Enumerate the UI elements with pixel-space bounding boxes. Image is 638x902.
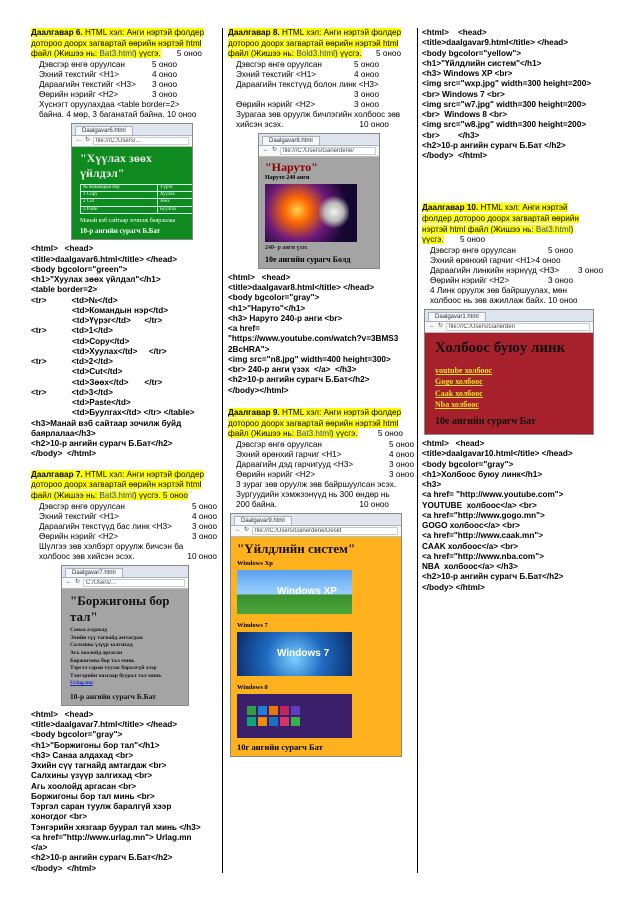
back-icon: ← [235,527,241,534]
rendered-h1: "Наруто" [265,159,318,174]
requirement-row: Дараагийн дэд гарчигууд <H3> 3 оноо [236,459,414,469]
rendered-h1: "Боржигоны бор тал" [70,592,170,624]
requirement-row: Эхний өрөнхий гарчиг <H1> 4 оноо [236,449,414,459]
rendered-link[interactable]: Nba холбоос [435,399,479,409]
browser-tab: Daalgavar1.html [428,312,486,321]
rendered-h2: 10-р ангийн сурагч Б.Бат [70,691,156,701]
code-line: Агь хоолойд аргасан <br> [31,781,137,791]
code-line: хоногдог <br> [31,812,88,822]
code-line: <td>Хуулах</td> </tr> [31,346,167,356]
requirement-row: Дараагийн линкийн нэрнүүд <H3> 3 оноо [430,265,603,275]
code-line: <a href="http://www.caak.mn"> [422,531,543,541]
requirement-note: байна. 4 мөр, 3 баганатай байна. 10 оноо [39,109,197,119]
requirement-note: холбоос зөв хийсэн эсэх. 10 оноо [39,551,217,561]
requirement-row: Дэвсгэр өнгө оруулсан 5 оноо [236,439,414,449]
task-8 [228,28,418,396]
requirement-note: холбоос нь зөв ажиллаж байх. 10 оноо [430,295,578,305]
code-line: <br> Windows 7 <br> [422,89,505,99]
rendered-h2: 10г ангийн сурагч Бат [237,741,323,752]
back-icon: ← [263,147,269,154]
code-line: <img src="w8.jpg" width=300 height=200> [422,120,587,130]
start-tile [291,706,300,715]
rendered-poem: Санаа алдахад Эхийн сүү тагнайд амтагдаж Салхины үзүүр залгихад Агь хоолойд аргасан Боржигоны бор тал минь Тэргэл саран туулж баралгүй хээр Тэнгэрийн хязгаар буурал тал минь Urlag.mn [70,627,180,687]
code-line: <a href="http://www.nba.com"> [422,551,544,561]
requirement-row: 3 оноо [353,89,379,99]
code-line: <html> <head> [422,439,485,449]
code-line: </a> [31,843,48,853]
gray-page-render [62,589,188,705]
code-line: Боржигоны бор тал минь <br> [31,791,155,801]
code-line: <br> </h3> [422,130,480,140]
code-line: "https://www.youtube.com/watch?v=3BMS3 [228,334,399,344]
column-1 [31,28,221,877]
code-line: <body bgcolor="gray"> [31,730,123,740]
column-divider-1 [222,28,223,873]
start-tile [247,717,256,726]
browser-screenshot-task-10 [424,309,594,435]
refresh-icon: ↻ [272,147,278,154]
task-9 [228,408,418,757]
rendered-link[interactable]: youtube холбоос [435,366,493,376]
code-line: Тэнгэрийн хязгаар буурал тал минь </h3> [31,822,201,832]
start-tile [269,717,278,726]
code-listing-task-6 [31,244,221,459]
code-line: <td>Cut</td> [31,367,123,377]
code-line: <img src="w7.jpg" width=300 height=200> [422,99,587,109]
address-bar: C:/Users/... [83,579,185,587]
requirement-row: Эхний текстийг <H1> 4 оноо [39,69,177,79]
code-listing-task-9 [422,28,607,161]
code-line: <h2>10-р ангийн сурагч Б.Бат</h2> [422,572,564,582]
browser-screenshot-task-7 [61,565,189,706]
code-line: Эхийн сүү тагнайд амтагдаж <br> [31,761,167,771]
requirement-row: Дэвсгэр өнгө оруулсан 5 оноо [39,501,217,511]
task-10 [422,203,607,593]
code-line: YOUTUBE холбоос</a> <br> [422,500,537,510]
code-line: <html> <head> [31,244,94,254]
task-10-heading: Даалгавар 10. HTML хэл: Анги нэртэй фолдер дотороо доорх загвартай өөрийн нэртэй html файл (Жишээ нь: Bat3.html) үүсгэ. 5 оноо [422,203,579,245]
browser-tab: Daalgavar9.html [234,516,292,525]
code-line: <body bgcolor="gray"> [228,293,320,303]
code-line: <tr> <td>№</td> [31,295,118,305]
task-6-heading: Даалгавар 6. HTML хэл: Анги нэртэй фолдер дотороо доорх загвартай өөрийн нэртэй html файл (Жишээ нь: Bat3.html) үүсгэ. 5 оноо [31,28,205,59]
requirement-note: Хүснэгт оруулахдаа <table border=2> [39,99,180,109]
code-line: <h3> Санаа алдахад <br> [31,750,134,760]
task-6 [31,28,221,460]
code-line: <img src="n8.jpg" width=400 height=300> [228,354,391,364]
rendered-link[interactable]: Urlag.mn [70,680,93,687]
rendered-h2: 10е ангийн сурагч Болд [265,255,351,265]
code-line: <h3> Windows XP <br> [422,69,513,78]
naruto-page-render [259,157,379,268]
code-line: <td>Paste</td> [31,398,131,408]
requirement-note: 4 Линк оруулж зөв байршуулах, мөн [430,285,568,295]
requirement-row: Дэвсгэр өнгө оруулсан 5 оноо [236,59,379,69]
code-line: 2BcHRA"> [228,344,270,354]
code-line: <br> 240-р анги үзэх </a> </h3> [228,365,357,375]
address-bar: file:///C:/Users/Ganerdene/ [280,147,376,155]
code-line: <h1>"Үйлдлийн систем"</h1> [422,58,542,68]
start-tile [280,706,289,715]
requirement-row: Дараагийн текстүүд болон линк <H3> [236,79,379,89]
task-7-requirements [39,502,221,562]
code-line: <h1>Холбоос буюу линк</h1> [422,469,543,479]
code-line: <html> <head> [31,709,94,719]
windows-8-image [237,694,352,738]
code-line: <td>Командын нэр</td> [31,305,169,315]
naruto-image[interactable] [265,184,357,242]
requirement-row: Дараагийн текстийг <H3> 3 оноо [39,79,177,89]
code-line: <h2>10-р ангийн сурагч Б.Бат</h2> [228,375,370,385]
requirement-note: хийсэн эсэх. 10 оноо [236,119,389,129]
start-tile [247,706,256,715]
code-line: <a href="http://www.gogo.mn"> [422,510,545,520]
rendered-h2: 10е ангийн сурагч Бат [435,415,536,427]
column-3 [422,28,607,596]
code-listing-task-8 [228,273,418,396]
code-line: <table border=2> [31,285,98,295]
requirement-row: Эхний текстийг <H1> 4 оноо [236,69,379,79]
browser-tab: Daalgavar6.html [75,126,133,135]
rendered-link-list [435,365,583,410]
code-line: <tr> <td>2</td> [31,357,113,367]
task-8-heading: Даалгавар 8. HTML хэл: Анги нэртэй фолдер дотороо доорх загвартай өөрийн нэртэй html файл (Жишээ нь: Bold3.html) үүсгэ. 5 оноо [228,28,402,59]
green-page-render [72,147,192,239]
red-page-render [425,333,593,434]
refresh-icon: ↻ [438,323,444,330]
task-6-requirements [39,60,221,120]
code-line: <a href="http://www.urlag.mn"> Urlag.mn [31,832,192,842]
start-tile [258,717,267,726]
task-7-heading: Даалгавар 7. HTML хэл: Анги нэртэй фолдер дотороо доорх загвартай өөрийн нэртэй html файл (Жишээ нь: Bat3.html) үүсгэ. 5 оноо [31,469,205,500]
requirement-note: 3 зураг зөв оруулж зөв байршуулсан эсэх. [236,479,397,489]
code-line: <title>daalgavar6.html</title> </head> [31,254,178,264]
code-line: <a href= "http://www.youtube.com"> [422,490,564,500]
code-line: <tr> <td>3</td> [31,387,113,397]
rendered-h3: Наруто 240 анги [265,174,310,181]
rendered-h1: Холбоос буюу линк [435,339,566,356]
code-line: </body> </html> [31,863,97,873]
requirement-row: Өөрийн нэрийг <H2> 3 оноо [236,99,379,109]
code-line: <html> <head> [228,272,291,282]
rendered-h3: Манай вэб сайтаар зочилж баярлалаа [80,217,176,224]
code-line: <td>Copy</td> [31,336,130,346]
code-line: <h3> Наруто 240-р анги <br> [228,313,343,323]
code-line: <img src="wxp.jpg" width=300 height=200> [422,79,592,89]
address-bar: file:///C:/Users/Ganerden [446,323,590,331]
requirement-row: Дараагийн текстүүд бас линк <H3> 3 оноо [39,521,217,531]
requirement-row: Эхний өрөнхий гарчиг <H1>4 оноо [430,255,561,265]
code-line: <h1>"Боржигоны бор тал"</h1> [31,740,160,750]
requirement-row: Дэвсгэр өнгө оруулсан 5 оноо [39,59,177,69]
code-line: </body></html> [228,385,289,395]
rendered-h3: Windows 7 [237,621,268,629]
requirement-note: Зургуудийн хэмжээнүүд нь 300 өндөр нь [236,489,390,499]
code-line: <title>daalgavar9.html</title> </head> [422,38,569,48]
requirement-row: Өөрийн нэрийг <H2> 3 оноо [39,531,217,541]
back-icon: ← [76,137,82,144]
code-line: <body bgcolor="gray"> [422,459,514,469]
code-line: <h3> [422,480,442,490]
browser-screenshot-task-6 [71,123,193,240]
code-line: <br> Windows 8 <br> [422,110,508,119]
refresh-icon: ↻ [85,137,91,144]
code-line: <td>Буулгах</td> </tr> </table> [31,408,195,418]
code-line: Тэргэл саран туулж баралгүй хээр [31,802,172,812]
back-icon: ← [66,579,72,585]
code-line: <h1>"Наруто"</h1> [228,303,306,313]
requirement-note: Шүлгээ зөв хэлбэрт оруулж бичсэн ба [39,541,184,551]
requirement-row: Эхний текстийг <H1> 4 оноо [39,511,217,521]
code-line: <tr> <td>1</td> [31,326,113,336]
requirement-row: Өөрийн нэрийг <H2> 3 оноо [236,469,414,479]
refresh-icon: ↻ [75,579,81,585]
back-icon: ← [429,323,435,330]
code-line: <td>Зөөх</td> </tr> [31,377,163,387]
refresh-icon: ↻ [244,527,250,534]
code-line: Салхины үзүүр залгихад <br> [31,771,153,781]
rendered-h2: 10-р ангийн сурагч Б.Бат [80,226,161,235]
code-line: <title>daalgavar8.html</title> </head> [228,283,375,293]
task-9-requirements [236,440,418,510]
requirement-row: Өөрийн нэрийг <H2> 3 оноо [430,275,573,285]
requirement-note: 200 байна. 10 оноо [236,499,389,509]
rendered-h1: "Үйлдлийн систем" [237,540,356,556]
code-line: <body bgcolor="green"> [31,264,128,274]
column-2 [228,28,418,761]
browser-tab: Daalgavar7.html [65,568,123,577]
rendered-table: № Командын нэр Үүрэг 1 Copy Хуулах 2 Cut Зөөх 3 Paste Буулгах [80,184,193,213]
code-line: CAAK холбоос</a> <br> [422,541,519,551]
code-line: <html> <head> [422,28,487,37]
code-line: GOGO холбоос</a> <br> [422,521,520,531]
address-bar: file:///C:/Users/... [93,137,189,145]
code-line: </body> </html> [422,582,485,592]
rendered-h1: "Хүүлах зөөх үйлдэл" [80,150,152,180]
task-8-requirements [236,60,418,130]
start-tile [269,706,278,715]
task-10-requirements [430,246,607,306]
browser-screenshot-task-9 [230,513,402,757]
task-9-heading: Даалгавар 9. HTML хэл: Анги нэртэй фолдер дотороо доорх загвартай өөрийн нэртэй html файл (Жишээ нь: Bat3.html) үүсгэ. 5 оноо [228,407,403,439]
code-line: </body> </html> [422,151,488,160]
windows-7-image: Windows 7 [237,632,352,676]
start-tile [291,717,300,726]
requirement-row: Өөрийн нэрийг <H2> 3 оноо [39,89,177,99]
code-line: баярлалаа</h3> [31,428,96,438]
yellow-page-render [231,537,401,756]
code-line: </body> </html> [31,449,97,459]
requirement-row: Дэвсгэр өнгө оруулсан 5 оноо [430,245,573,255]
code-line: <title>daalgavar7.html</title> </head> [31,720,178,730]
code-line: <h2>10-р ангийн сурагч Б.Бат</h2> [31,439,173,449]
browser-screenshot-task-8 [258,133,380,269]
windows-xp-image: Windows XP [237,570,352,614]
code-line: <h2>10-р ангийн сурагч Б.Бат</h2> [31,853,173,863]
code-line: <h3>Манай вэб сайтаар зочилж буйд [31,418,182,428]
code-line: <title>daalgavar10.html</title> </head> [422,449,573,459]
requirement-note: Зурагаа зөв оруулж бичлэгийн холбоос зөв [236,109,401,119]
rendered-link[interactable]: Caak холбоос [435,388,483,398]
code-line: <body bgcolor="yellow"> [422,48,521,58]
code-line: <a href= [228,324,260,334]
code-line: <td>Үүрэг</td> </tr> [31,316,163,326]
code-line: NBA холбоос</a> </h3> [422,562,518,572]
browser-tab: Daalgavar8.html [262,136,320,145]
code-line: <h2>10-р ангийн сурагч Б.Бат </h2> [422,140,566,150]
address-bar: file:///C:/Users/Ganerdene/Deskt [252,527,398,535]
start-tile [280,717,289,726]
task-7 [31,470,221,874]
code-listing-task-10 [422,439,607,593]
start-tile [258,706,267,715]
rendered-h3: Windows 8 [237,683,268,691]
rendered-link[interactable]: 240- р анги үзэх [265,244,308,251]
code-line: <h1>"Хуулах зөөх үйлдэл"</h1> [31,275,161,285]
code-listing-task-7 [31,710,221,874]
rendered-h3: Windows Xp [237,559,273,567]
rendered-link[interactable]: Gogo холбоос [435,377,483,387]
